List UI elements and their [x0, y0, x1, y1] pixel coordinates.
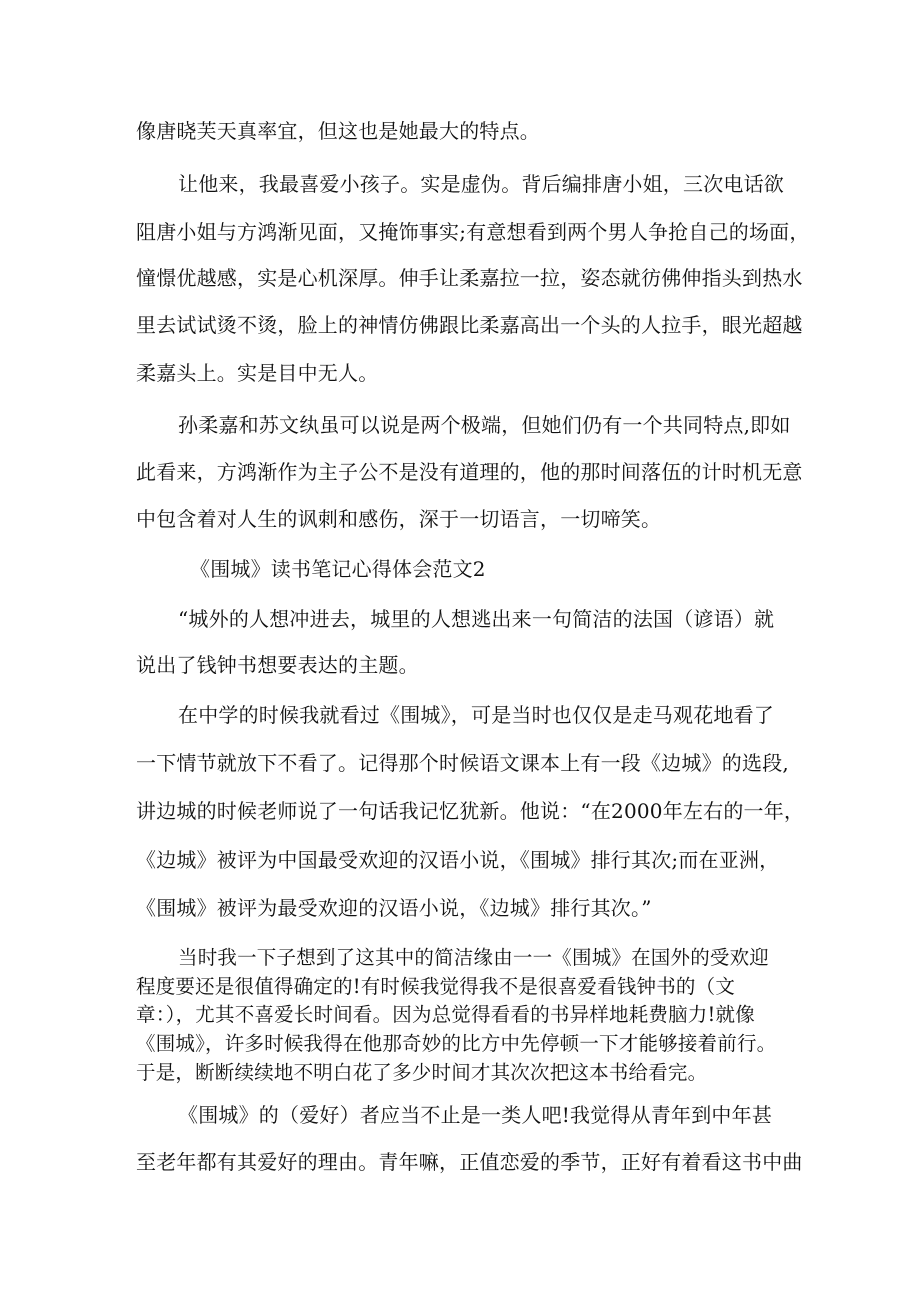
- text-line: 让他来，我最喜爱小孩子。实是虚伪。背后编排唐小姐，三次电话欲: [178, 172, 784, 196]
- text-line: 《围城》被评为最受欢迎的汉语小说，《边城》排行其次。”: [136, 896, 652, 920]
- text-line: 憧憬优越感，实是心机深厚。伸手让柔嘉拉一拉，姿态就彷佛伸指头到热水: [136, 266, 803, 290]
- text-line: 《边城》被评为中国最受欢迎的汉语小说，《围城》排行其次;而在亚洲，: [136, 848, 780, 872]
- text-line: 像唐晓芙天真率宜，但这也是她最大的特点。: [136, 119, 540, 143]
- text-line: 《围城》，许多时候我得在他那奇妙的比方中先停顿一下才能够接着前行。: [136, 1032, 777, 1055]
- text-line: 当时我一下子想到了这其中的简洁缘由一一《围城》在国外的受欢迎: [178, 946, 770, 969]
- text-line: 讲边城的时候老师说了一句话我记忆犹新。他说：“在2000年左右的一年，: [136, 799, 805, 823]
- text-line: 柔嘉头上。实是目中无人。: [136, 361, 379, 385]
- text-line: 《围城》的（爱好）者应当不止是一类人吧!我觉得从青年到中年甚: [178, 1103, 773, 1127]
- text-line: 于是，断断续续地不明白花了多少时间才其次次把这本书给看完。: [136, 1061, 708, 1084]
- text-line: 至老年都有其爱好的理由。青年嘛，正值恋爱的季节，正好有着看这书中曲: [136, 1150, 803, 1174]
- text-line: 程度要还是很值得确定的!有时候我觉得我不是很喜爱看钱钟书的（文: [136, 975, 736, 998]
- text-line: 中包含着对人生的讽刺和感伤，深于一切语言，一切啼笑。: [136, 507, 662, 531]
- text-line: 章：），尤其不喜爱长时间看。因为总觉得看看的书异样地耗费脑力!就像: [136, 1003, 755, 1026]
- text-line: 孙柔嘉和苏文纨虽可以说是两个极端，但她们仍有一个共同特点,即如: [178, 413, 791, 437]
- heading-text: 《围城》读书笔记心得体会范文2: [190, 557, 486, 581]
- text-line: 说出了钱钟书想要表达的主题。: [136, 653, 419, 677]
- text-line: “城外的人想冲进去，城里的人想逃出来一句简洁的法国（谚语）就: [178, 607, 775, 631]
- text-line: 一下情节就放下不看了。记得那个时候语文课本上有一段《边城》的选段,: [136, 751, 789, 775]
- text-line: 阻唐小姐与方鸿渐见面，又掩饰事实;有意想看到两个男人争抢自己的场面，: [136, 220, 810, 244]
- text-line: 里去试试烫不烫，脸上的神情仿佛跟比柔嘉高出一个头的人拉手，眼光超越: [136, 313, 803, 337]
- text-line: 在中学的时候我就看过《围城》，可是当时也仅仅是走马观花地看了: [178, 703, 774, 727]
- text-line: 此看来，方鸿渐作为主子公不是没有道理的，他的那时间落伍的计时机无意: [136, 460, 803, 484]
